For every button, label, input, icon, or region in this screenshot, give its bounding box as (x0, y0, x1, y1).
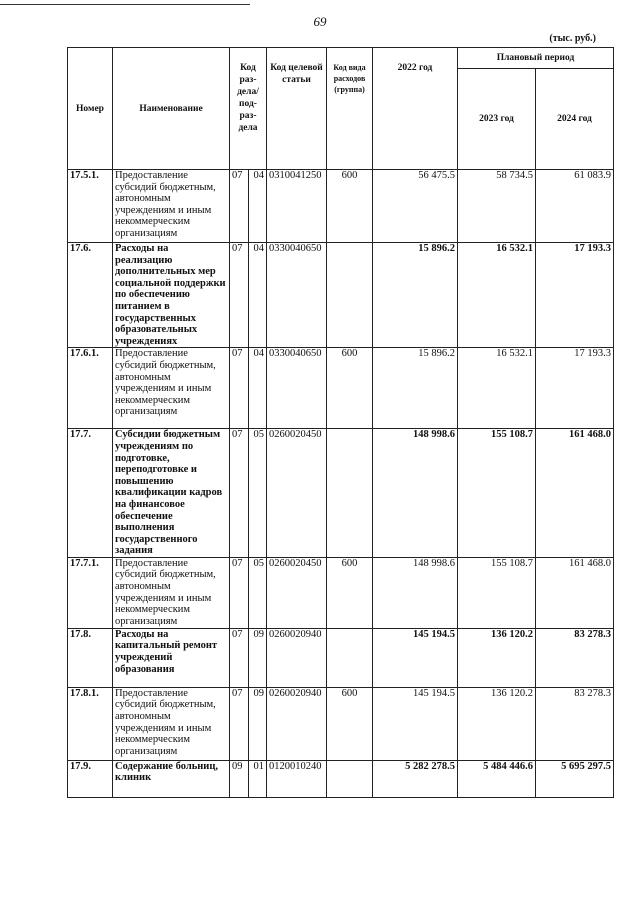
row-expense-type (327, 760, 373, 797)
row-expense-type (327, 243, 373, 348)
table-row (68, 348, 614, 429)
table-row (68, 243, 614, 348)
row-2022: 56 475.5 (373, 170, 458, 243)
row-2023: 58 734.5 (458, 170, 536, 243)
row-2024: 5 695 297.5 (536, 760, 614, 797)
col-header-planned-period: Плановый период (458, 48, 614, 69)
row-subsection: 04 (249, 170, 267, 243)
units-label: (тыс. руб.) (549, 33, 596, 44)
row-2024: 61 083.9 (536, 170, 614, 243)
col-header-section: Код раз-дела/ под-раз-дела (230, 48, 267, 170)
row-2024: 161 468.0 (536, 557, 614, 628)
row-name: Предоставление субсидий бюджетным, автономным учреждениям и иным некоммерческим организациям (113, 557, 230, 628)
row-name: Предоставление субсидий бюджетным, автономным учреждениям и иным некоммерческим организациям (113, 687, 230, 760)
row-expense-type (327, 628, 373, 687)
row-2023: 16 532.1 (458, 348, 536, 429)
row-section: 07 (230, 170, 249, 243)
table-row (68, 429, 614, 558)
top-rule (0, 4, 250, 5)
row-number: 17.6. (68, 243, 113, 348)
table-row (68, 557, 614, 628)
row-2023: 155 108.7 (458, 429, 536, 558)
row-number: 17.7.1. (68, 557, 113, 628)
col-header-number: Номер (68, 48, 113, 170)
row-number: 17.8. (68, 628, 113, 687)
row-expense-type (327, 429, 373, 558)
row-target-code: 0120010240 (267, 760, 327, 797)
row-2024: 83 278.3 (536, 628, 614, 687)
row-2024: 17 193.3 (536, 348, 614, 429)
row-section: 07 (230, 557, 249, 628)
row-number: 17.7. (68, 429, 113, 558)
row-target-code: 0310041250 (267, 170, 327, 243)
row-section: 07 (230, 687, 249, 760)
row-subsection: 01 (249, 760, 267, 797)
row-target-code: 0260020450 (267, 429, 327, 558)
col-header-target: Код целевой статьи (267, 48, 327, 170)
table-row (68, 170, 614, 243)
row-name: Предоставление субсидий бюджетным, автономным учреждениям и иным некоммерческим организациям (113, 170, 230, 243)
row-target-code: 0260020940 (267, 628, 327, 687)
row-2023: 5 484 446.6 (458, 760, 536, 797)
row-2022: 145 194.5 (373, 687, 458, 760)
row-subsection: 05 (249, 557, 267, 628)
col-header-name: Наименование (113, 48, 230, 170)
row-name: Расходы на реализацию дополнительных мер социальной поддержки по обеспечению питанием в государственных образовательных учреждениях (113, 243, 230, 348)
row-expense-type: 600 (327, 348, 373, 429)
table-row (68, 687, 614, 760)
row-section: 07 (230, 628, 249, 687)
row-2023: 136 120.2 (458, 687, 536, 760)
row-2024: 17 193.3 (536, 243, 614, 348)
row-number: 17.9. (68, 760, 113, 797)
row-2022: 148 998.6 (373, 557, 458, 628)
header-row (68, 48, 614, 69)
row-target-code: 0260020450 (267, 557, 327, 628)
row-number: 17.8.1. (68, 687, 113, 760)
row-section: 07 (230, 429, 249, 558)
row-target-code: 0260020940 (267, 687, 327, 760)
col-header-2024: 2024 год (536, 69, 614, 170)
row-target-code: 0330040650 (267, 243, 327, 348)
row-2022: 15 896.2 (373, 348, 458, 429)
page-number: 69 (313, 14, 327, 29)
row-2022: 5 282 278.5 (373, 760, 458, 797)
row-expense-type: 600 (327, 170, 373, 243)
row-number: 17.5.1. (68, 170, 113, 243)
table-row (68, 760, 614, 797)
row-expense-type: 600 (327, 557, 373, 628)
row-target-code: 0330040650 (267, 348, 327, 429)
row-2023: 136 120.2 (458, 628, 536, 687)
col-header-2023: 2023 год (458, 69, 536, 170)
row-section: 07 (230, 348, 249, 429)
row-2024: 83 278.3 (536, 687, 614, 760)
row-subsection: 05 (249, 429, 267, 558)
row-2024: 161 468.0 (536, 429, 614, 558)
row-name: Предоставление субсидий бюджетным, автономным учреждениям и иным некоммерческим организациям (113, 348, 230, 429)
row-subsection: 09 (249, 687, 267, 760)
row-2023: 155 108.7 (458, 557, 536, 628)
row-2022: 148 998.6 (373, 429, 458, 558)
col-header-2022: 2022 год (373, 48, 458, 170)
row-subsection: 04 (249, 243, 267, 348)
row-subsection: 09 (249, 628, 267, 687)
row-name: Расходы на капитальный ремонт учреждений образования (113, 628, 230, 687)
table-row (68, 628, 614, 687)
row-section: 09 (230, 760, 249, 797)
row-section: 07 (230, 243, 249, 348)
row-number: 17.6.1. (68, 348, 113, 429)
row-name: Содержание больниц, клиник (113, 760, 230, 797)
row-subsection: 04 (249, 348, 267, 429)
row-expense-type: 600 (327, 687, 373, 760)
row-2022: 145 194.5 (373, 628, 458, 687)
row-name: Субсидии бюджетным учреждениям по подготовке, переподготовке и повышению квалификации кадров на финансовое обеспечение выполнения государственного задания (113, 429, 230, 558)
row-2022: 15 896.2 (373, 243, 458, 348)
budget-table (67, 47, 614, 798)
col-header-expense-type: Код вида расходов (группа) (327, 48, 373, 170)
row-2023: 16 532.1 (458, 243, 536, 348)
